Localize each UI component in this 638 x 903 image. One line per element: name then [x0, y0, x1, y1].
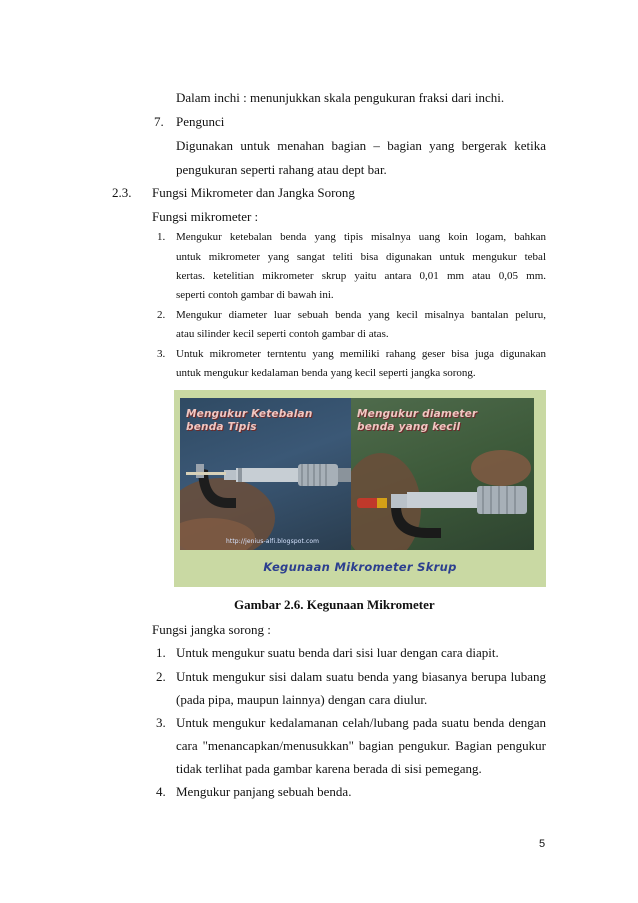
mikrometer-item-2-line-1: Mengukur diameter luar sebuah benda yang kecil misalnya bantalan peluru, — [176, 309, 546, 321]
inch-description: Dalam inchi : menunjukkan skala pengukuran fraksi dari inchi. — [176, 90, 505, 105]
mikrometer-item-1-line-3: kertas. ketelitian mikrometer skrup yaitu antara 0,01 mm atau 0,05 mm. — [176, 270, 546, 282]
micrometer-figure — [174, 390, 546, 587]
figure-banner: Kegunaan Mikrometer Skrup — [263, 560, 457, 574]
jangka-item-4-number: 4. — [156, 784, 166, 799]
item-7-line-2: pengukuran seperti rahang atau dept bar. — [176, 162, 387, 177]
jangka-item-2-line-1: Untuk mengukur sisi dalam suatu benda yang biasanya berupa lubang — [176, 669, 546, 684]
jangka-item-3-number: 3. — [156, 715, 166, 730]
jangka-item-1-line-1: Untuk mengukur suatu benda dari sisi luar dengan cara diapit. — [176, 645, 499, 660]
mikrometer-item-3-line-1: Untuk mikrometer terntentu yang memiliki rahang geser bisa juga digunakan — [176, 348, 546, 360]
jangka-item-2-number: 2. — [156, 669, 166, 684]
section-title: Fungsi Mikrometer dan Jangka Sorong — [152, 185, 355, 200]
jangka-item-1-number: 1. — [156, 645, 166, 660]
source-url: http://jenius-alfi.blogspot.com — [226, 538, 320, 545]
jangka-item-3-line-1: Untuk mengukur kedalamanan celah/lubang pada suatu benda dengan — [176, 715, 546, 730]
left-photo-title-line-2: benda Tipis — [186, 421, 257, 433]
page-number: 5 — [539, 838, 546, 850]
mikrometer-item-1-line-2: untuk mikrometer yang sangat teliti bisa digunakan untuk mengukur tebal — [176, 251, 546, 263]
right-photo-title-line-2: benda yang kecil — [357, 421, 461, 433]
item-7-title: Pengunci — [176, 114, 225, 129]
photo-thickness-measurement — [180, 398, 353, 550]
mikrometer-item-3-number: 3. — [157, 348, 166, 360]
left-photo-title-line-1: Mengukur Ketebalan — [186, 408, 313, 420]
jangka-item-3-line-3: tidak terlihat pada gambar karena berada di sisi pemegang. — [176, 761, 482, 776]
jangka-item-3-line-2: cara "menancapkan/menusukkan" bagian pengukur. Bagian pengukur — [176, 738, 546, 753]
item-7-number: 7. — [154, 114, 164, 129]
mikrometer-heading: Fungsi mikrometer : — [152, 209, 259, 224]
photo-diameter-measurement — [351, 398, 534, 550]
mikrometer-item-1-line-1: Mengukur ketebalan benda yang tipis misalnya uang koin logam, bahkan — [176, 231, 546, 243]
jangka-item-2-line-2: (pada pipa, maupun lainnya) dengan cara diulur. — [176, 692, 428, 707]
jangka-item-4-line-1: Mengukur panjang sebuah benda. — [176, 784, 352, 799]
mikrometer-item-3-line-2: untuk mengukur kedalaman benda yang kecil seperti jangka sorong. — [176, 367, 476, 379]
mikrometer-item-2-line-2: atau silinder kecil seperti contoh gambar di atas. — [176, 328, 389, 340]
jangka-heading: Fungsi jangka sorong : — [152, 622, 271, 637]
mikrometer-item-1-line-4: seperti contoh gambar di bawah ini. — [176, 289, 334, 301]
mikrometer-item-1-number: 1. — [157, 231, 166, 243]
figure-caption: Gambar 2.6. Kegunaan Mikrometer — [234, 597, 435, 612]
item-7-line-1: Digunakan untuk menahan bagian – bagian yang bergerak ketika — [176, 138, 546, 153]
mikrometer-item-2-number: 2. — [157, 309, 166, 321]
section-number: 2.3. — [112, 185, 132, 200]
right-photo-title-line-1: Mengukur diameter — [357, 408, 478, 420]
